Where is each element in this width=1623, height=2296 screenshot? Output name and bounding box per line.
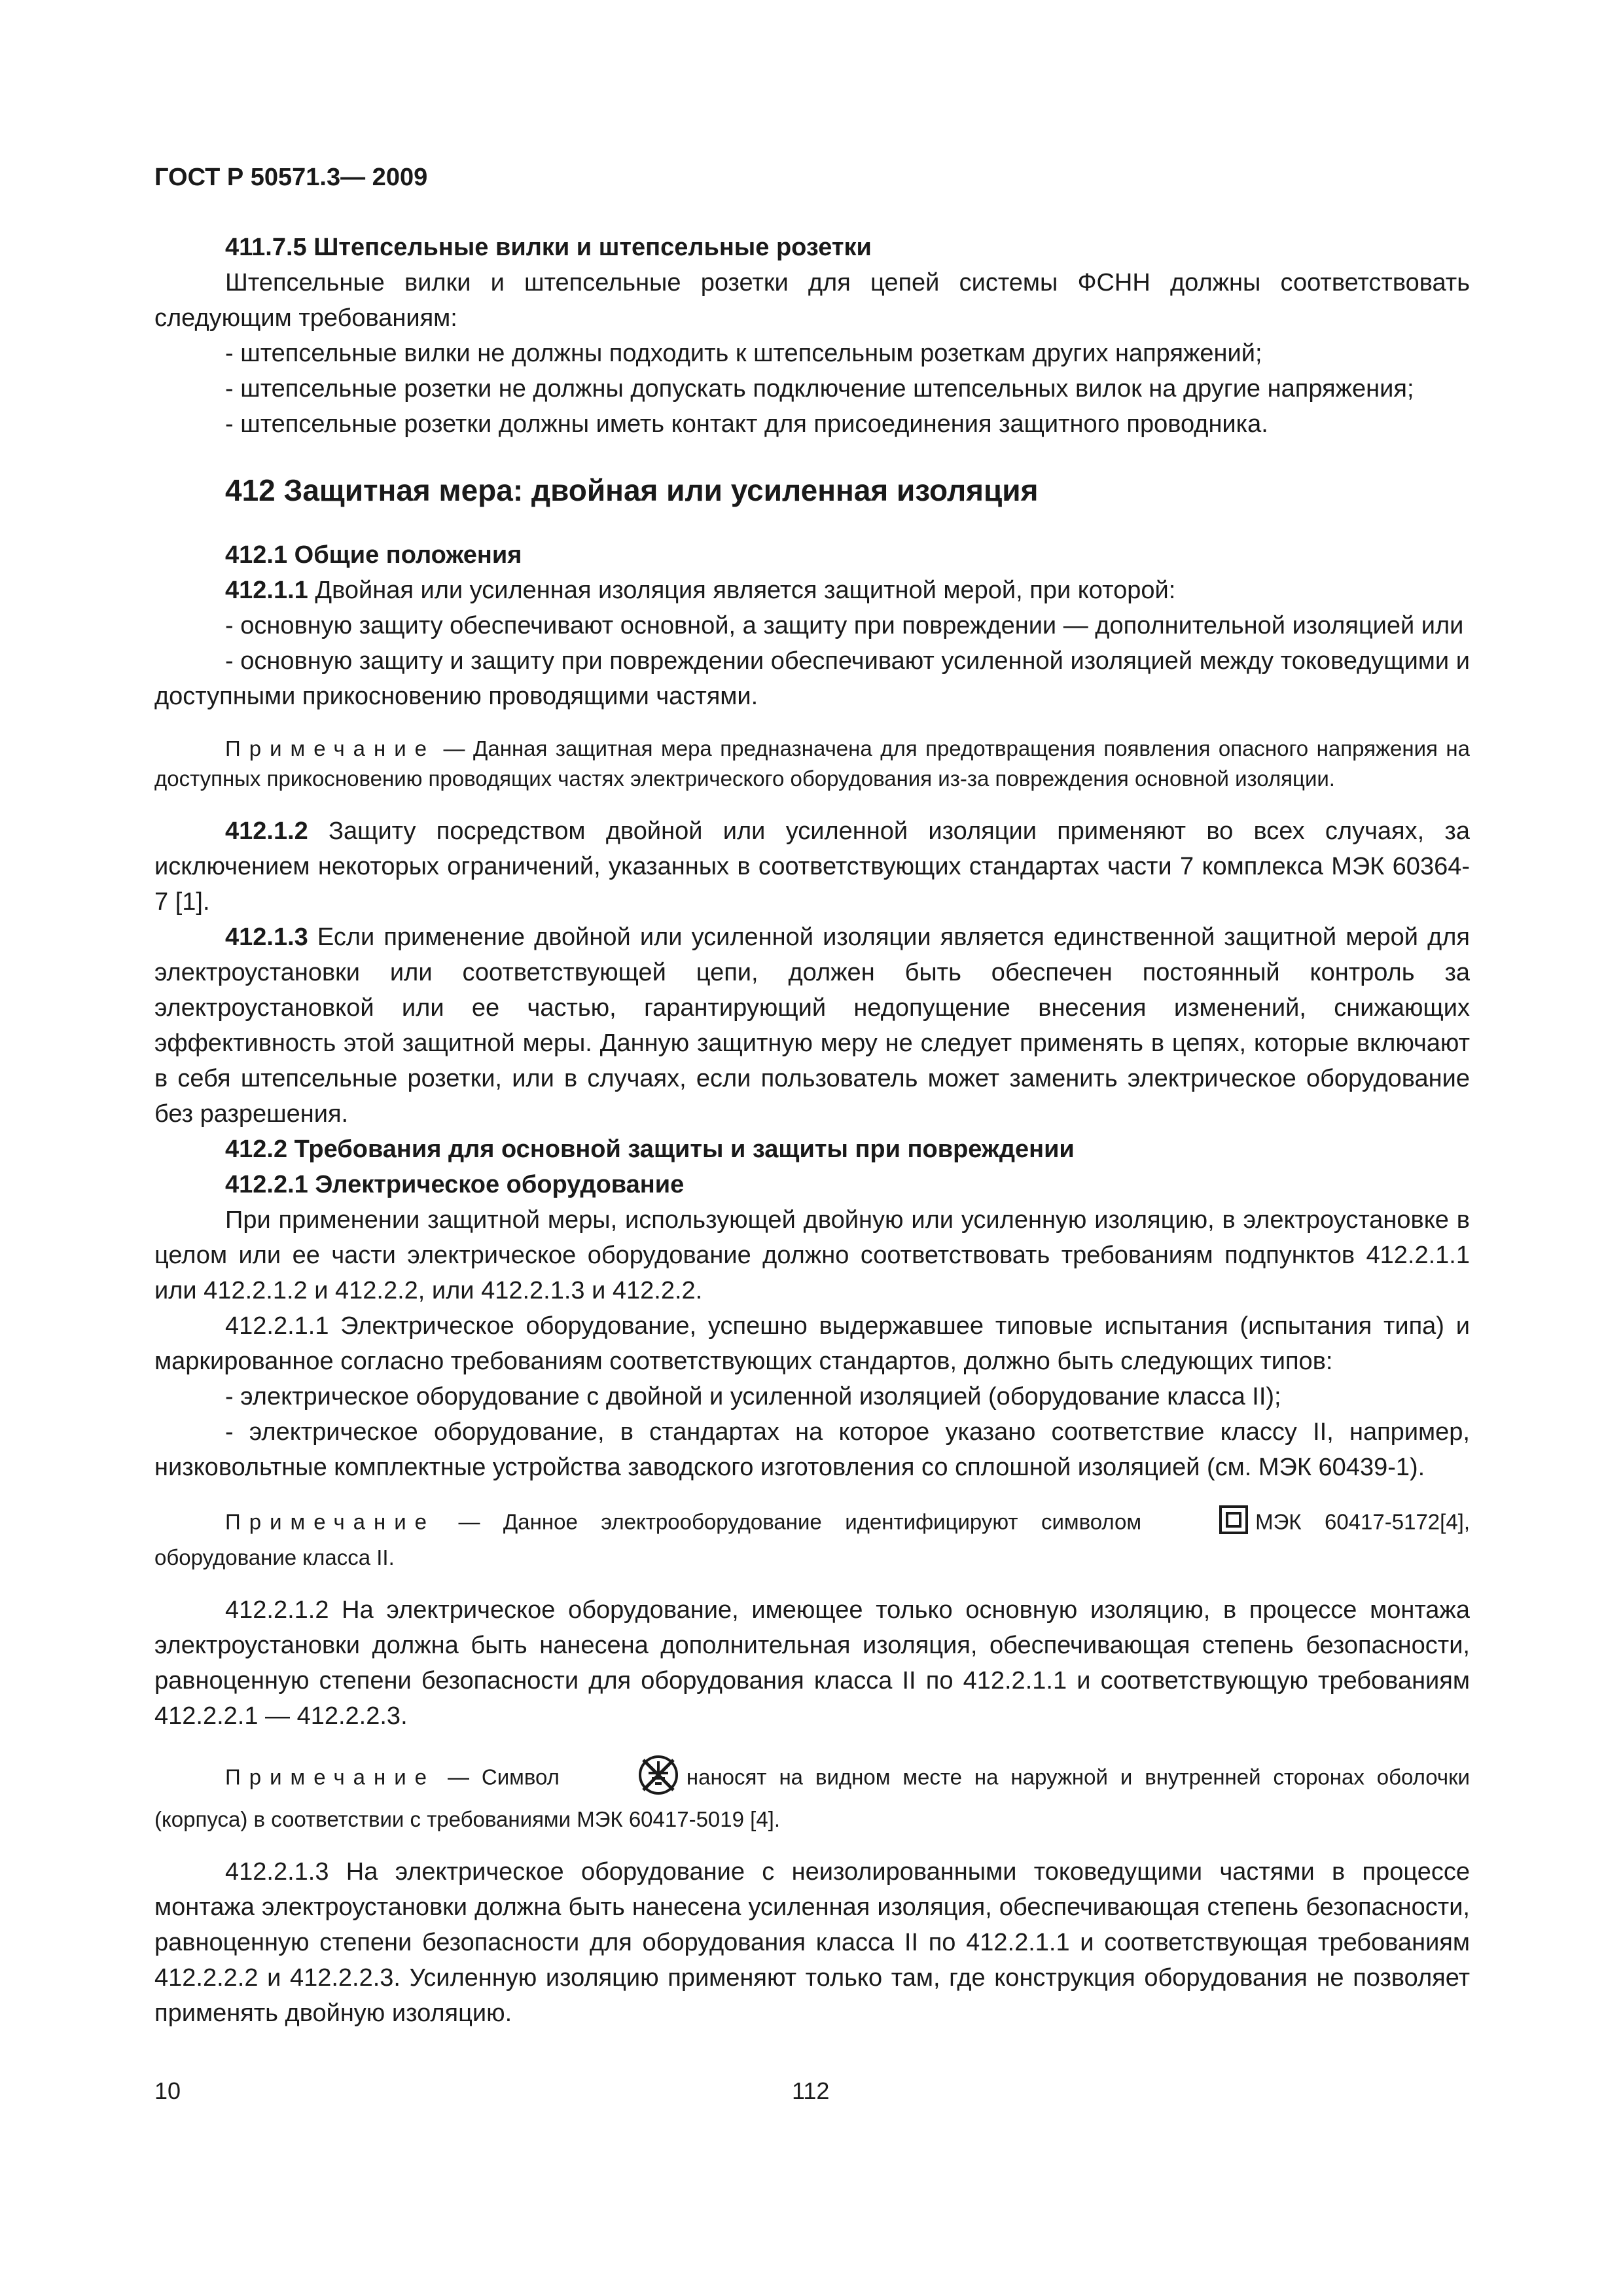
clause-number: 412.1.1	[225, 577, 308, 604]
note-text: — Данная защитная мера предназначена для предотвращения появления опасного напряжения на доступных прикосновению проводящих частях электрического оборудования из-за повреждения основной изоляции.	[154, 736, 1470, 791]
clause-412-1-1	[154, 573, 1470, 608]
clause-412-2-1-1: 412.2.1.1 Электрическое оборудование, успешно выдержавшее типовые испытания (испытания типа) и маркированное согласно требованиям соответствующих стандартов, должно быть следующих типов:	[154, 1312, 1470, 1375]
class-ii-symbol-icon	[1148, 1505, 1249, 1543]
note-text: МЭК 60417-5172[4], оборудование класса II.	[154, 1509, 1471, 1570]
section-411-7-5-title: 411.7.5 Штепсельные вилки и штепсельные розетки	[225, 234, 872, 261]
note-label: Примечание	[225, 1509, 436, 1534]
section-412-2-title: 412.2 Требования для основной защиты и защиты при повреждении	[225, 1136, 1075, 1163]
clause-number: 412.1.3	[225, 924, 308, 951]
list-item: - штепсельные розетки должны иметь контакт для присоединения защитного проводника.	[225, 410, 1268, 438]
note-label: Примечание	[225, 1765, 436, 1789]
page-number-center: 112	[792, 2077, 830, 2104]
note-2	[154, 1505, 1470, 1573]
list-item: - электрическое оборудование с двойной и усиленной изоляцией (оборудование класса II);	[225, 1383, 1281, 1410]
clause-text: Если применение двойной или усиленной изоляции является единственной защитной мерой для электроустановки или соответствующей цепи, должен быть обеспечен постоянный контроль за электроустановкой или ее частью, гарантирующий недопущение внесения изменений, снижающих эффективность этой защитной меры. Данную защитную меру не следует применять в цепях, которые включают в себя штепсельные розетки, или в случаях, если пользователь может заменить электрическое оборудование без разрешения.	[154, 924, 1470, 1128]
list-item: - основную защиту обеспечивают основной, а защиту при повреждении — дополнительной изоляцией или	[225, 612, 1464, 639]
clause-text: Защиту посредством двойной или усиленной изоляции применяют во всех случаях, за исключением некоторых ограничений, указанных в соответствующих стандартах части 7 комплекса МЭК 60364-7 [1].	[154, 817, 1470, 916]
list-item: - основную защиту и защиту при повреждении обеспечивают усиленной изоляцией между токоведущими и доступными прикосновению проводящими частями.	[154, 647, 1470, 710]
note-text: наносят на видном месте на наружной и внутренней сторонах оболочки (корпуса) в соответствии с требованиями МЭК 60417-5019 [4].	[154, 1765, 1470, 1831]
note-text: — Символ	[435, 1765, 560, 1789]
crossed-earth-symbol-icon	[566, 1753, 680, 1804]
clause-412-2-1: При применении защитной меры, использующей двойную или усиленную изоляцию, в электроустановке в целом или ее части электрическое оборудование должно соответствовать требованиям подпунктов 412.2.1.1 или 412.2.1.2 и 412.2.2, или 412.2.1.3 и 412.2.2.	[154, 1206, 1470, 1304]
list-item: - штепсельные вилки не должны подходить к штепсельным розеткам других напряжений;	[225, 340, 1262, 367]
clause-412-1-2	[154, 814, 1470, 920]
section-411-7-5-intro: Штепсельные вилки и штепсельные розетки для цепей системы ФСНН должны соответствовать следующим требованиям:	[154, 269, 1470, 332]
document-page	[154, 164, 1470, 2031]
note-text: — Данное электрооборудование идентифицируют символом	[435, 1509, 1142, 1534]
note-label: Примечание	[225, 736, 436, 761]
list-item: - электрическое оборудование, в стандартах на которое указано соответствие классу II, например, низковольтные комплектные устройства заводского изготовления со сплошной изоляцией (см. МЭК 60439-1).	[154, 1418, 1470, 1481]
page-number-left: 10	[154, 2077, 181, 2104]
list-item: - штепсельные розетки не должны допускать подключение штепсельных вилок на другие напряжения;	[225, 375, 1414, 403]
clause-412-1-3	[154, 920, 1470, 1132]
clause-412-2-1-3: 412.2.1.3 На электрическое оборудование с неизолированными токоведущими частями в процессе монтажа электроустановки должна быть нанесена усиленная изоляция, обеспечивающая степень безопасности, равноценную степени безопасности для оборудования класса II по 412.2.1.1 и соответствующая требованиям 412.2.2.2 и 412.2.2.3. Усиленную изоляцию применяют только там, где конструкция оборудования не позволяет применять двойную изоляцию.	[154, 1858, 1470, 2027]
clause-number: 412.1.2	[225, 817, 308, 845]
section-412-1-title: 412.1 Общие положения	[225, 541, 522, 569]
clause-text: Двойная или усиленная изоляция является защитной мерой, при которой:	[308, 577, 1176, 604]
clause-412-2-1-2: 412.2.1.2 На электрическое оборудование, имеющее только основную изоляцию, в процессе монтажа электроустановки должна быть нанесена дополнительная изоляция, обеспечивающая степень безопасности, равноценную степени безопасности для оборудования класса II по 412.2.1.1 и соответствующую требованиям 412.2.2.1 — 412.2.2.3.	[154, 1596, 1470, 1730]
note-1	[154, 734, 1470, 794]
section-412-title: 412 Защитная мера: двойная или усиленная изоляция	[225, 473, 1039, 507]
section-412-2-1-title: 412.2.1 Электрическое оборудование	[225, 1171, 685, 1198]
document-header: ГОСТ Р 50571.3— 2009	[154, 164, 428, 191]
note-3	[154, 1753, 1470, 1835]
